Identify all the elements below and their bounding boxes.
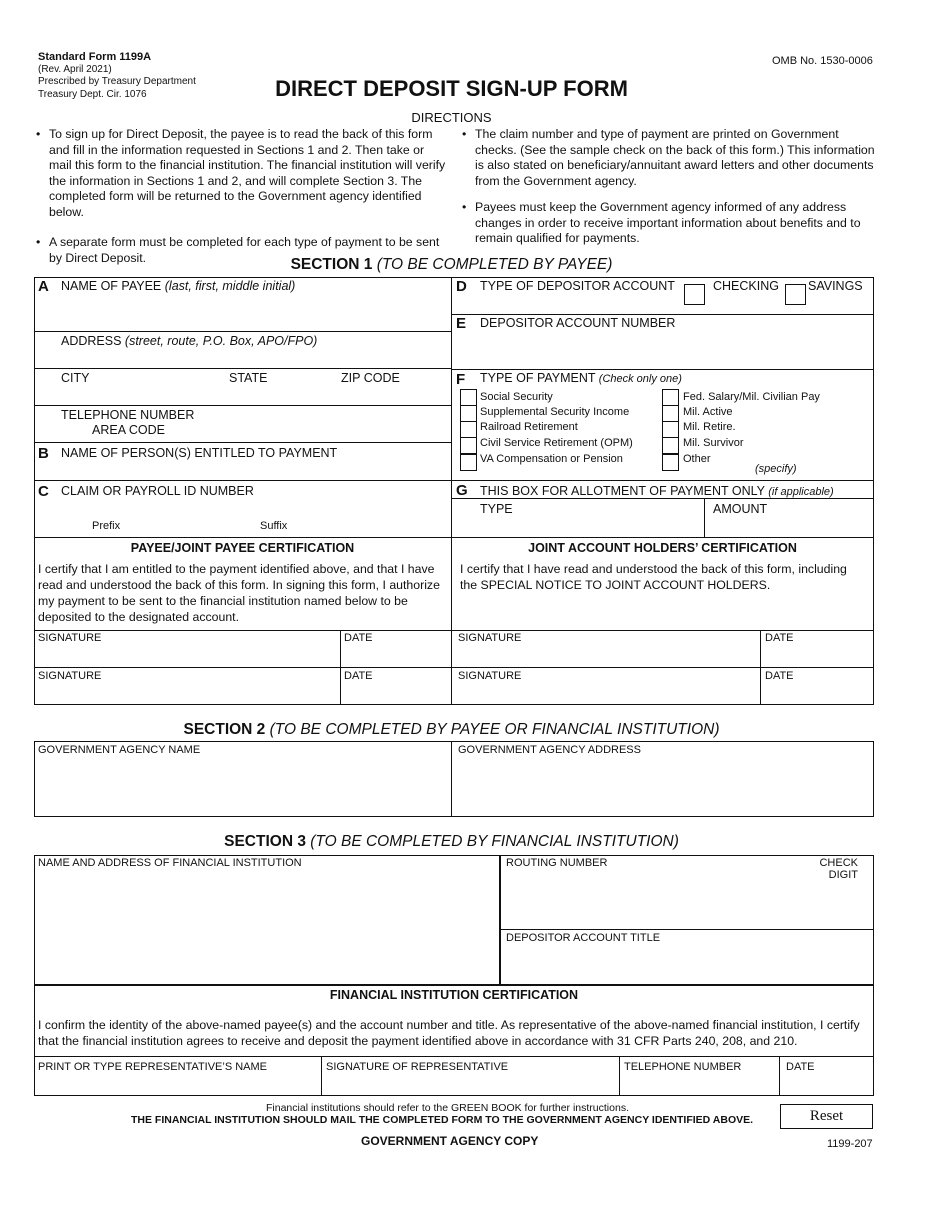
zip-code-field[interactable]: ZIP CODE xyxy=(341,371,400,385)
divider-line xyxy=(704,498,705,537)
direction-item: • Payees must keep the Government agency informed of any address changes in order to receive important information about benefits and to remain qualified for payments. xyxy=(462,200,882,247)
agency-address-field[interactable]: GOVERNMENT AGENCY ADDRESS xyxy=(458,744,641,756)
rep-date-field[interactable]: DATE xyxy=(786,1061,815,1073)
prescribed-by: Prescribed by Treasury Department xyxy=(38,76,196,87)
address-label: ADDRESS xyxy=(61,334,122,348)
payment-option-label: Civil Service Retirement (OPM) xyxy=(480,437,633,449)
suffix-label: Suffix xyxy=(260,520,288,532)
mil-retire-checkbox[interactable] xyxy=(662,421,679,438)
payee-signature-field-2[interactable]: SIGNATURE xyxy=(38,670,102,682)
savings-checkbox[interactable] xyxy=(785,284,806,305)
form-revision: (Rev. April 2021) xyxy=(38,63,112,75)
circular-number: Treasury Dept. Cir. 1076 xyxy=(38,88,147,100)
page-title: DIRECT DEPOSIT SIGN-UP FORM xyxy=(275,76,628,101)
specify-label xyxy=(755,463,797,475)
payee-certification-text: I certify that I am entitled to the payment identified above, and that I have read and understood the back of this form. In signing this form, I authorize my payment to be sent to the financial institution named below to be deposited to the designated account. xyxy=(38,562,440,624)
rep-telephone-field[interactable]: TELEPHONE NUMBER xyxy=(624,1061,742,1073)
section-3-title xyxy=(0,833,903,851)
section-3-label: SECTION 3 xyxy=(224,833,306,850)
telephone-field[interactable]: TELEPHONE NUMBER xyxy=(61,408,195,422)
payee-date-field-2[interactable]: DATE xyxy=(344,670,373,682)
agency-name-field[interactable]: GOVERNMENT AGENCY NAME xyxy=(38,744,201,756)
direction-item: • A separate form must be completed for each type of payment to be sent by Direct Deposit. xyxy=(36,235,446,266)
joint-certification-title: JOINT ACCOUNT HOLDERS’ CERTIFICATION xyxy=(528,541,797,555)
payment-option-label: Fed. Salary/Mil. Civilian Pay xyxy=(683,391,820,403)
field-letter-g: G xyxy=(456,482,468,499)
area-code-label: AREA CODE xyxy=(92,423,165,437)
claim-id-field[interactable]: CLAIM OR PAYROLL ID NUMBER xyxy=(61,484,254,498)
state-field[interactable]: STATE xyxy=(229,371,268,385)
directions-right xyxy=(462,127,882,262)
omb-number: OMB No. 1530-0006 xyxy=(772,55,873,67)
checking-label: CHECKING xyxy=(713,279,779,293)
mil-survivor-checkbox[interactable] xyxy=(662,437,679,454)
fi-certification-text: I confirm the identity of the above-named payee(s) and the account number and title. As representative of the above-named financial institution, I certify that the financial institution agrees to receive and deposit the payment identified above in accordance with 31 CFR Parts 240, 208, and 210. xyxy=(38,1018,860,1048)
section-1-label: SECTION 1 xyxy=(290,256,373,273)
directions-heading: DIRECTIONS xyxy=(411,110,492,125)
divider-line xyxy=(34,667,874,668)
divider-line xyxy=(321,1056,322,1096)
address-hint: (street, route, P.O. Box, APO/FPO) xyxy=(124,334,318,348)
address-field[interactable] xyxy=(61,334,317,348)
account-number-field[interactable]: DEPOSITOR ACCOUNT NUMBER xyxy=(480,316,676,330)
allotment-hint: (if applicable) xyxy=(768,486,834,498)
fed-salary-checkbox[interactable] xyxy=(662,389,679,406)
account-type-label: TYPE OF DEPOSITOR ACCOUNT xyxy=(480,279,675,293)
section-1-title xyxy=(0,256,903,274)
specify-text: (specify) xyxy=(755,463,797,475)
city-field[interactable]: CITY xyxy=(61,371,90,385)
railroad-retirement-checkbox[interactable] xyxy=(460,421,477,438)
payment-type-title: TYPE OF PAYMENT xyxy=(480,371,596,385)
savings-label: SAVINGS xyxy=(808,279,863,293)
payee-name-field[interactable] xyxy=(61,279,295,293)
payee-date-field[interactable]: DATE xyxy=(344,632,373,644)
routing-number-field[interactable]: ROUTING NUMBER xyxy=(506,857,608,869)
field-letter-b: B xyxy=(38,445,49,462)
check-digit-line-1: CHECK xyxy=(819,857,858,869)
field-letter-e: E xyxy=(456,315,467,332)
divider-line xyxy=(451,741,452,817)
check-digit-line-2: DIGIT xyxy=(828,869,858,881)
direction-item: • The claim number and type of payment are printed on Government checks. (See the sample check on the back of this form.) This information is also stated on beneficiary/annuitant award letters and other documents from the Government agency. xyxy=(462,127,882,189)
divider-line xyxy=(34,368,451,369)
allotment-title: THIS BOX FOR ALLOTMENT OF PAYMENT ONLY xyxy=(480,484,765,498)
section-3-subtitle: (TO BE COMPLETED BY FINANCIAL INSTITUTION) xyxy=(310,833,679,850)
divider-line xyxy=(34,331,451,332)
direction-item: • To sign up for Direct Deposit, the payee is to read the back of this form and fill in the information requested in Sections 1 and 2. Then take or mail this form to the financial institution. The financial institution will verify the information in Sections 1 and 2, and will complete Section 3. The completed form will be returned to the Government agency identified below. xyxy=(36,127,446,220)
divider-line xyxy=(779,1056,780,1096)
divider-line xyxy=(34,537,874,538)
divider-line xyxy=(451,498,874,499)
account-title-field[interactable]: DEPOSITOR ACCOUNT TITLE xyxy=(506,932,661,944)
section-2-subtitle: (TO BE COMPLETED BY PAYEE OR FINANCIAL INSTITUTION) xyxy=(269,721,720,738)
section-3-box xyxy=(34,855,874,1096)
payee-name-label: NAME OF PAYEE xyxy=(61,279,162,293)
divider-line xyxy=(34,405,451,406)
payment-option-label: Mil. Survivor xyxy=(683,437,744,449)
payee-signature-field[interactable]: SIGNATURE xyxy=(38,632,102,644)
checking-checkbox[interactable] xyxy=(684,284,705,305)
divider-line xyxy=(451,314,874,315)
joint-date-field-2[interactable]: DATE xyxy=(765,670,794,682)
social-security-checkbox[interactable] xyxy=(460,389,477,406)
divider-line xyxy=(451,480,874,481)
allotment-type-field[interactable]: TYPE xyxy=(480,502,513,516)
va-compensation-checkbox[interactable] xyxy=(460,454,477,471)
divider-line xyxy=(34,1056,874,1057)
payment-option-label: Railroad Retirement xyxy=(480,421,578,433)
section-2-title xyxy=(0,721,903,739)
payment-option-label: Social Security xyxy=(480,391,553,403)
form-number: 1199-207 xyxy=(827,1138,873,1150)
section-1-divider xyxy=(451,277,452,705)
payment-option-label: Mil. Active xyxy=(683,406,733,418)
allotment-label xyxy=(480,484,834,498)
fi-name-address-field[interactable]: NAME AND ADDRESS OF FINANCIAL INSTITUTION xyxy=(38,857,302,869)
payment-type-label xyxy=(480,371,682,385)
field-letter-d: D xyxy=(456,278,467,295)
payment-option-label: Mil. Retire. xyxy=(683,421,736,433)
payee-certification-title: PAYEE/JOINT PAYEE CERTIFICATION xyxy=(130,541,355,555)
field-letter-f: F xyxy=(456,371,466,388)
reset-button[interactable]: Reset xyxy=(780,1104,873,1129)
divider-line xyxy=(619,1056,620,1096)
divider-line xyxy=(499,929,874,930)
mil-active-checkbox[interactable] xyxy=(662,405,679,422)
payment-option-label: Other xyxy=(683,453,711,465)
prefix-label: Prefix xyxy=(92,520,121,532)
field-letter-a: A xyxy=(38,278,49,295)
section-2-label: SECTION 2 xyxy=(183,721,266,738)
civil-service-checkbox[interactable] xyxy=(460,437,477,454)
joint-signature-field[interactable]: SIGNATURE xyxy=(458,632,522,644)
divider-line xyxy=(451,369,874,370)
divider-line xyxy=(34,984,874,986)
payment-option-label: Supplemental Security Income xyxy=(480,406,630,418)
allotment-amount-field[interactable]: AMOUNT xyxy=(713,502,768,516)
divider-line xyxy=(34,630,874,631)
joint-date-field[interactable]: DATE xyxy=(765,632,794,644)
rep-name-field[interactable]: PRINT OR TYPE REPRESENTATIVE’S NAME xyxy=(38,1061,268,1073)
payment-option-label: VA Compensation or Pension xyxy=(480,453,623,465)
entitled-person-field[interactable]: NAME OF PERSON(S) ENTITLED TO PAYMENT xyxy=(61,446,338,460)
divider-line xyxy=(340,630,341,705)
fi-certification-title: FINANCIAL INSTITUTION CERTIFICATION xyxy=(329,988,579,1002)
field-letter-c: C xyxy=(38,483,49,500)
mail-notice: THE FINANCIAL INSTITUTION SHOULD MAIL THE COMPLETED FORM TO THE GOVERNMENT AGENCY IDENTIFIED ABOVE. xyxy=(131,1114,754,1126)
divider-line xyxy=(499,855,501,985)
joint-certification-text: I certify that I have read and understood the back of this form, including the SPECIAL NOTICE TO JOINT ACCOUNT HOLDERS. xyxy=(460,562,847,592)
rep-signature-field[interactable]: SIGNATURE OF REPRESENTATIVE xyxy=(326,1061,509,1073)
joint-signature-field-2[interactable]: SIGNATURE xyxy=(458,670,522,682)
payment-type-hint: (Check only one) xyxy=(598,373,682,385)
section-1-subtitle: (TO BE COMPLETED BY PAYEE) xyxy=(376,256,613,273)
divider-line xyxy=(34,480,451,481)
form-name: Standard Form 1199A xyxy=(38,51,152,63)
divider-line xyxy=(760,630,761,705)
ssi-checkbox[interactable] xyxy=(460,405,477,422)
green-book-note: Financial institutions should refer to the GREEN BOOK for further instructions. xyxy=(266,1102,629,1114)
other-checkbox[interactable] xyxy=(662,454,679,471)
copy-label: GOVERNMENT AGENCY COPY xyxy=(361,1134,539,1148)
divider-line xyxy=(34,442,451,443)
check-digit-label xyxy=(810,857,858,881)
payee-name-hint: (last, first, middle initial) xyxy=(164,279,296,293)
